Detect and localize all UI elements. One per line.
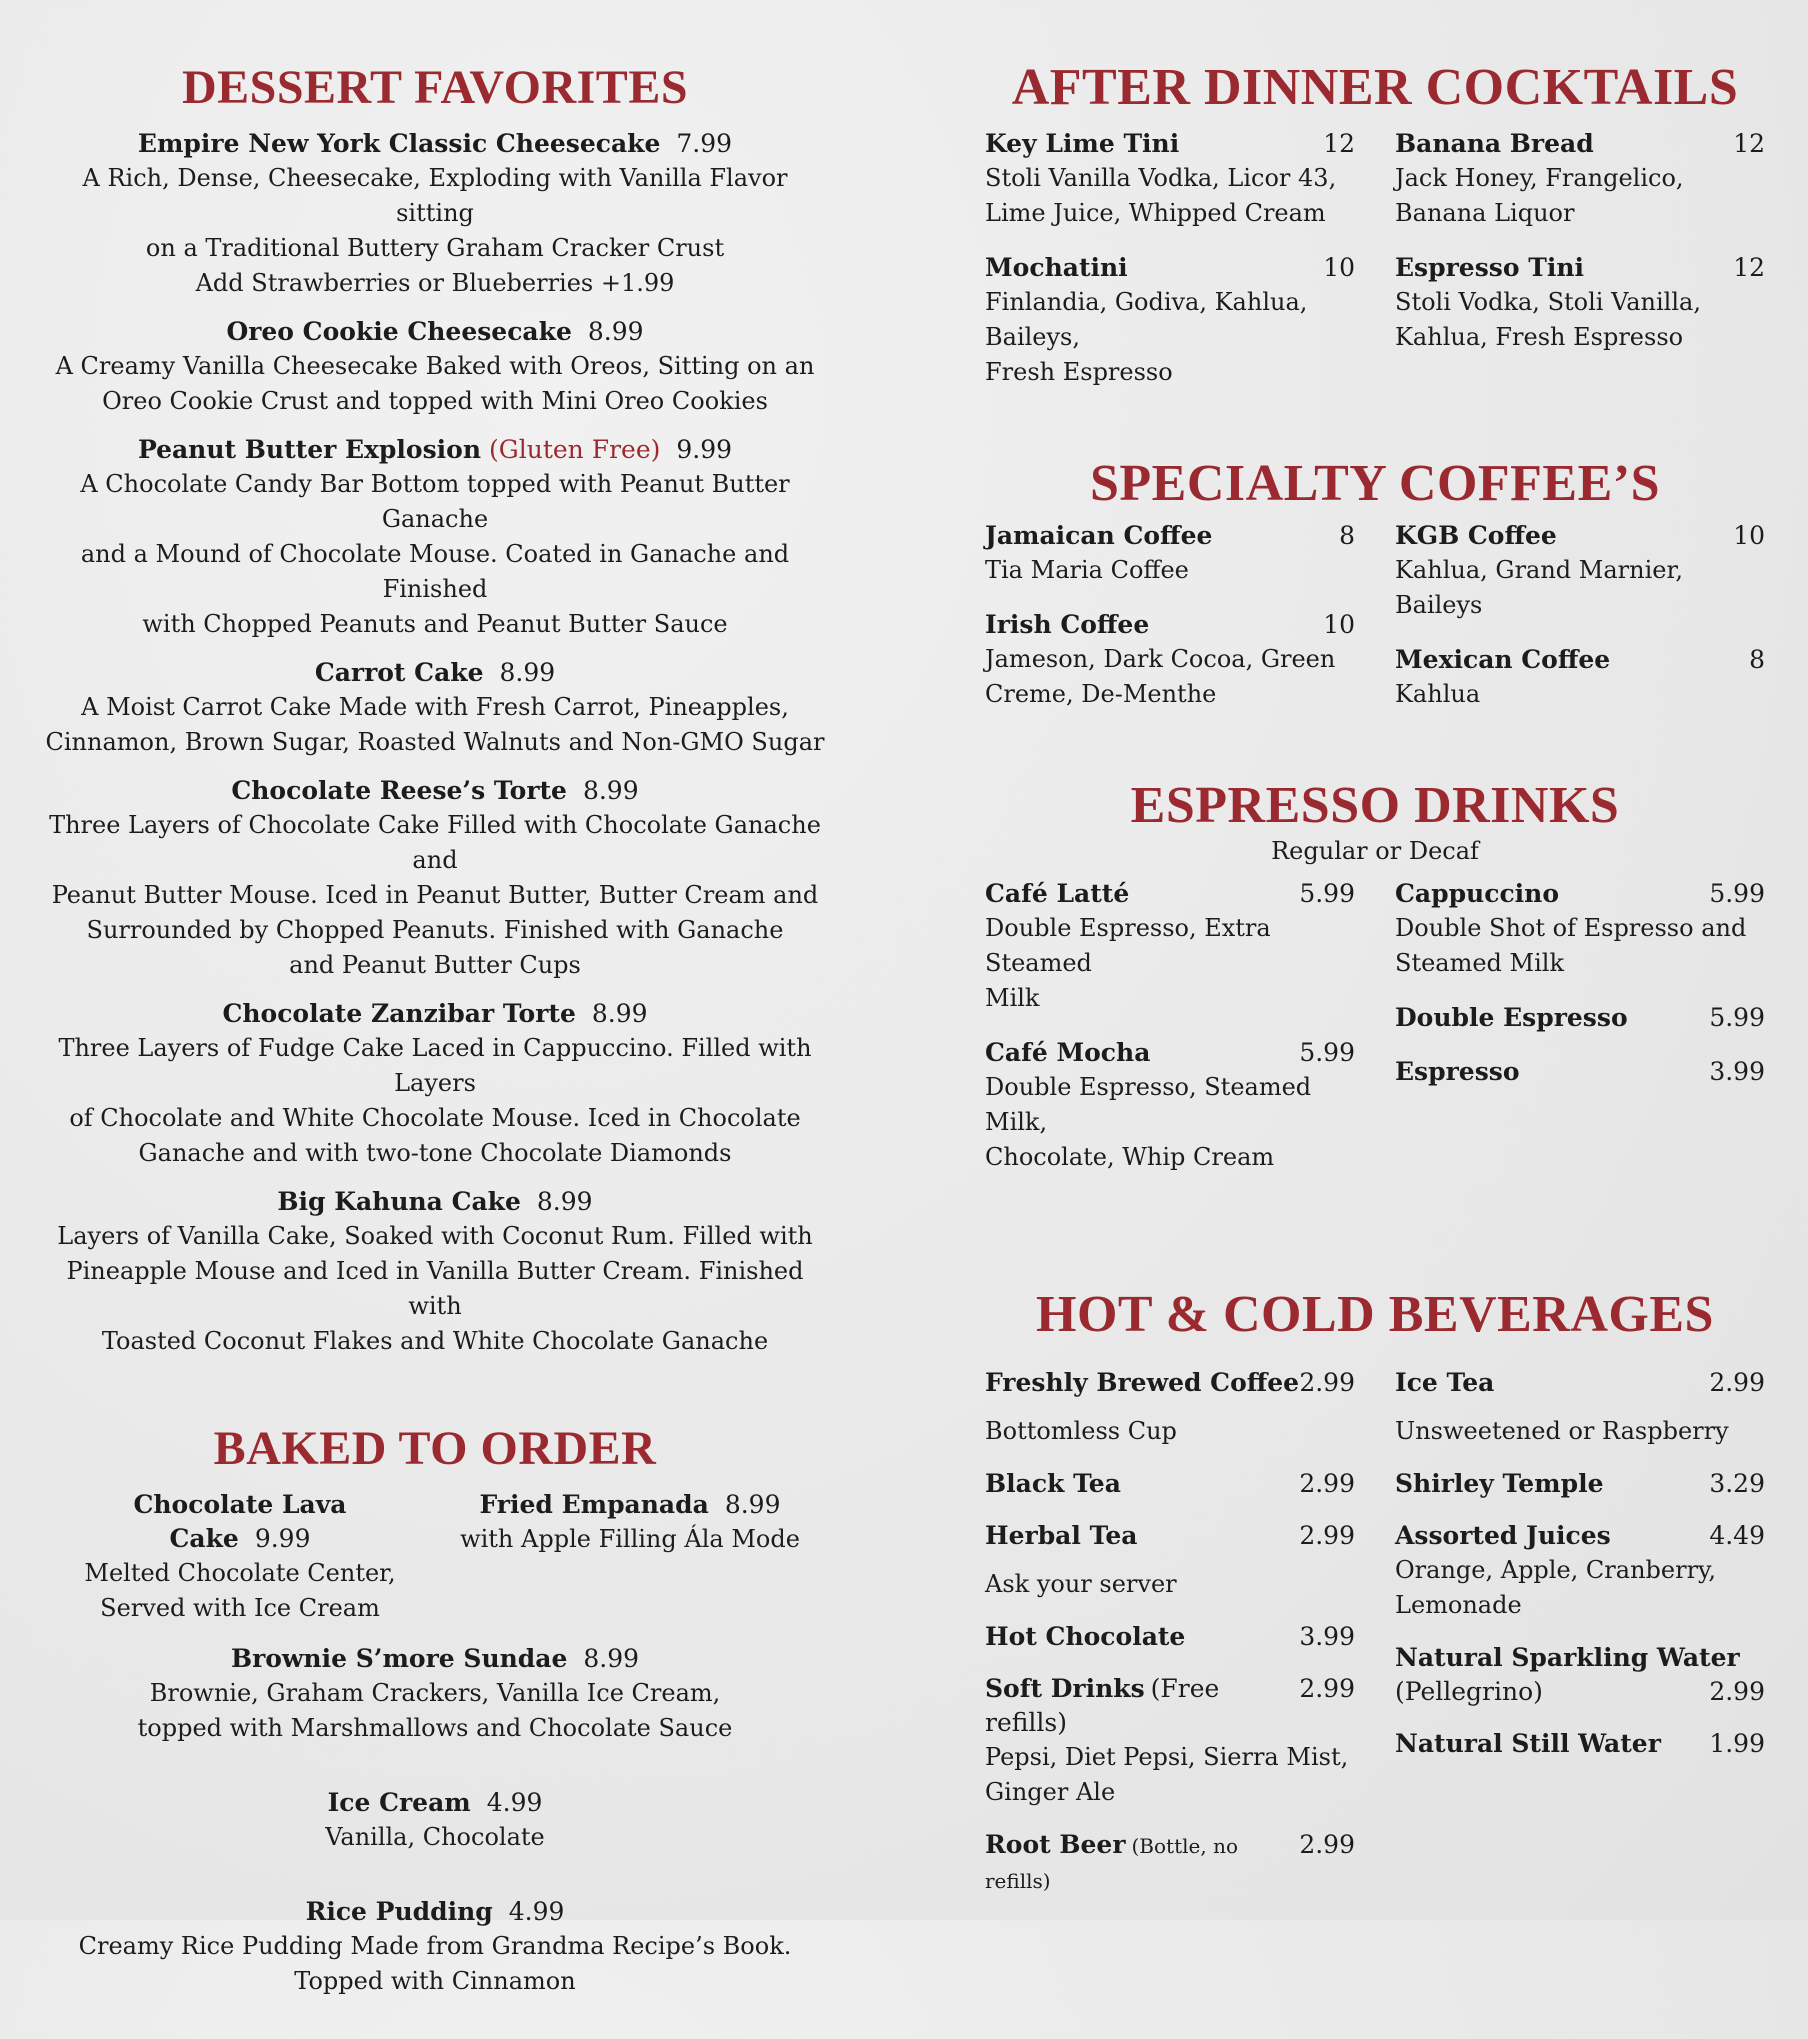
item-price: 2.99 — [1299, 1469, 1355, 1498]
item-name-group — [985, 877, 1129, 911]
item-price: 7.99 — [676, 129, 733, 158]
left-column — [40, 60, 830, 2039]
item-header — [1395, 1641, 1765, 1675]
item-price: 4.99 — [486, 1788, 543, 1817]
item-price: 2.99 — [1299, 1674, 1355, 1703]
item-price: 9.99 — [254, 1524, 311, 1553]
item-description-line: and a Mound of Chocolate Mouse. Coated in Ganache and Finished — [80, 540, 790, 603]
item-description-line: Fresh Espresso — [985, 358, 1173, 386]
item-name-group — [1395, 643, 1610, 677]
item-description-line: Pineapple Mouse and Iced in Vanilla Butter Cream. Finished with — [66, 1257, 804, 1320]
item-description-line: Milk — [985, 984, 1040, 1012]
item-description-line: Ganache and with two-tone Chocolate Diamonds — [138, 1139, 732, 1167]
item-price: 2.99 — [1299, 1521, 1355, 1550]
item-description-line: Steamed Milk — [1395, 949, 1565, 977]
coffees-right — [1395, 519, 1765, 732]
item-name-group — [985, 519, 1212, 553]
item-name-group — [985, 1467, 1121, 1501]
item-sub-price: 2.99 — [1709, 1677, 1765, 1706]
item-header — [985, 1036, 1355, 1070]
item-header — [1395, 1001, 1765, 1035]
item-name-group — [1395, 127, 1594, 161]
dessert-list — [40, 127, 830, 1359]
item-name: Café Mocha — [985, 1038, 1151, 1067]
item-description-line: A Moist Carrot Cake Made with Fresh Carrot, Pineapples, — [81, 693, 789, 721]
item-description-line: Creme, De-Menthe — [985, 680, 1217, 708]
item-description-line: A Rich, Dense, Cheesecake, Exploding with Vanilla Flavor sitting — [82, 164, 788, 227]
item-description-line: Vanilla, Chocolate — [325, 1823, 545, 1851]
item-header — [1395, 1055, 1765, 1089]
item-price: 5.99 — [1709, 879, 1765, 908]
menu-item — [985, 1828, 1355, 1898]
menu-item — [60, 1488, 420, 1626]
menu-item — [985, 1366, 1355, 1449]
item-name-group — [985, 127, 1179, 161]
menu-item — [1395, 1519, 1765, 1623]
item-name-group — [985, 1366, 1299, 1400]
item-description-line: Oreo Cookie Crust and topped with Mini Oreo Cookies — [102, 387, 768, 415]
item-price: 3.29 — [1709, 1469, 1765, 1498]
item-name: Root Beer — [985, 1830, 1126, 1859]
item-header — [985, 1467, 1355, 1501]
item-description-line: Creamy Rice Pudding Made from Grandma Recipe’s Book. — [78, 1932, 792, 1960]
menu-item — [450, 1488, 810, 1626]
right-column — [985, 60, 1765, 1916]
cocktails-title: AFTER DINNER COCKTAILS — [1011, 59, 1739, 116]
beverages-right — [1395, 1366, 1765, 1916]
item-price: 3.99 — [1709, 1057, 1765, 1086]
menu-item — [1395, 519, 1765, 623]
cocktails-left — [985, 127, 1355, 410]
menu-item — [1395, 877, 1765, 981]
item-name-group — [1395, 1366, 1494, 1400]
menu-item — [985, 877, 1355, 1016]
item-name: Empire New York Classic Cheesecake — [137, 129, 661, 158]
item-header — [40, 1185, 830, 1219]
cocktails-right — [1395, 127, 1765, 410]
item-name: Herbal Tea — [985, 1521, 1138, 1550]
item-description-line: Finlandia, Godiva, Kahlua, Baileys, — [985, 288, 1308, 351]
item-description-line: Bottomless Cup — [985, 1417, 1177, 1445]
item-name-group — [985, 608, 1149, 642]
item-header — [450, 1488, 810, 1522]
item-name: Rice Pudding — [305, 1897, 493, 1926]
item-price: 8.99 — [499, 658, 556, 687]
item-description-line: Double Espresso, Extra Steamed — [985, 914, 1271, 977]
item-header — [1395, 1366, 1765, 1400]
item-description-line: Brownie, Graham Crackers, Vanilla Ice Cream, — [149, 1679, 721, 1707]
item-name: Carrot Cake — [314, 658, 484, 687]
item-name: Fried Empanada — [479, 1490, 709, 1519]
item-description-line: Double Shot of Espresso and — [1395, 914, 1747, 942]
item-header — [1395, 643, 1765, 677]
item-description-line: and Peanut Butter Cups — [289, 951, 581, 979]
menu-item — [40, 1895, 830, 1999]
item-name: Ice Cream — [327, 1788, 471, 1817]
item-price: 8.99 — [591, 999, 648, 1028]
item-name-group — [1395, 1641, 1740, 1675]
item-description-line: A Chocolate Candy Bar Bottom topped with Peanut Butter Ganache — [80, 470, 790, 533]
item-header — [40, 997, 830, 1031]
item-name: Espresso — [1395, 1057, 1520, 1086]
item-name-group — [1395, 1727, 1661, 1761]
coffees-title: SPECIALTY COFFEE’S — [1089, 455, 1661, 512]
item-description-line: Topped with Cinnamon — [294, 1967, 576, 1995]
menu-item — [985, 251, 1355, 390]
item-description-line: Jack Honey, Frangelico, — [1395, 164, 1684, 192]
espresso-grid — [985, 877, 1765, 1195]
item-header — [1395, 251, 1765, 285]
item-price: 8 — [1749, 645, 1765, 674]
item-price: 10 — [1733, 521, 1765, 550]
menu-item — [1395, 127, 1765, 231]
item-name: Cappuccino — [1395, 879, 1560, 908]
baked-pair — [40, 1488, 830, 1626]
item-description-line: Surrounded by Chopped Peanuts. Finished with Ganache — [86, 916, 784, 944]
item-description-line: Lemonade — [1395, 1591, 1522, 1619]
item-name: Black Tea — [985, 1469, 1121, 1498]
item-description-line: Banana Liquor — [1395, 199, 1575, 227]
coffees-left — [985, 519, 1355, 732]
menu-item — [40, 315, 830, 419]
item-name: Ice Tea — [1395, 1368, 1495, 1397]
item-header — [985, 251, 1355, 285]
item-header — [40, 127, 830, 161]
item-header — [985, 877, 1355, 911]
item-name: Jamaican Coffee — [985, 521, 1213, 550]
item-description-line: with Chopped Peanuts and Peanut Butter Sauce — [142, 610, 728, 638]
item-note: (Free refills) — [985, 1674, 1220, 1737]
item-price: 3.99 — [1299, 1622, 1355, 1651]
item-name: Assorted Juices — [1395, 1521, 1611, 1550]
item-header — [40, 774, 830, 808]
item-name: Banana Bread — [1395, 129, 1594, 158]
item-name: Big Kahuna Cake — [277, 1187, 521, 1216]
item-name: Mexican Coffee — [1395, 645, 1611, 674]
menu-item — [1395, 251, 1765, 355]
item-description-line: Layers of Vanilla Cake, Soaked with Coconut Rum. Filled with — [57, 1222, 813, 1250]
item-name: Irish Coffee — [985, 610, 1150, 639]
item-description-line: topped with Marshmallows and Chocolate Sauce — [137, 1714, 733, 1742]
item-header — [40, 656, 830, 690]
menu-item — [1395, 1366, 1765, 1449]
item-name: Double Espresso — [1395, 1003, 1628, 1032]
menu-item — [985, 519, 1355, 588]
item-price: 2.99 — [1299, 1830, 1355, 1859]
item-name: Key Lime Tini — [985, 129, 1180, 158]
item-description-line: Jameson, Dark Cocoa, Green — [985, 645, 1336, 673]
item-sub-header — [1395, 1675, 1765, 1709]
item-name: Oreo Cookie Cheesecake — [226, 317, 572, 346]
item-header — [985, 519, 1355, 553]
item-header — [1395, 127, 1765, 161]
gluten-free-tag: (Gluten Free) — [489, 435, 661, 464]
item-description-line: Add Strawberries or Blueberries +1.99 — [195, 269, 675, 297]
item-header — [985, 608, 1355, 642]
item-description-line: Unsweetened or Raspberry — [1395, 1417, 1729, 1445]
item-header — [985, 1620, 1355, 1654]
item-name-group — [985, 1828, 1299, 1898]
item-description-line: Kahlua — [1395, 680, 1481, 708]
item-price: 8 — [1339, 521, 1355, 550]
item-description-line: Pepsi, Diet Pepsi, Sierra Mist, — [985, 1743, 1349, 1771]
espresso-subtitle: Regular or Decaf — [1271, 837, 1479, 865]
item-price: 2.99 — [1299, 1368, 1355, 1397]
item-price: 12 — [1323, 129, 1355, 158]
item-name: KGB Coffee — [1395, 521, 1557, 550]
baked-list — [40, 1642, 830, 1999]
item-description-line: Ginger Ale — [985, 1778, 1116, 1806]
item-name-group — [1395, 1519, 1611, 1553]
menu-item — [985, 1620, 1355, 1654]
item-header — [985, 127, 1355, 161]
menu-item — [40, 656, 830, 760]
item-price: 4.49 — [1709, 1521, 1765, 1550]
item-header — [1395, 1727, 1765, 1761]
item-name-group — [1395, 519, 1557, 553]
item-sub: (Pellegrino) — [1395, 1677, 1543, 1706]
item-price: 8.99 — [587, 317, 644, 346]
item-name: Brownie S’more Sundae — [230, 1644, 568, 1673]
item-name: Peanut Butter Explosion — [137, 435, 482, 464]
item-name-group — [985, 1519, 1137, 1553]
item-description-line: Toasted Coconut Flakes and White Chocolate Ganache — [101, 1327, 769, 1355]
item-header — [985, 1672, 1355, 1740]
item-name-group — [1395, 1055, 1520, 1089]
item-price: 9.99 — [676, 435, 733, 464]
item-description-line: Three Layers of Fudge Cake Laced in Cappuccino. Filled with Layers — [58, 1034, 812, 1097]
item-description-line: Kahlua, Grand Marnier, — [1395, 556, 1683, 584]
menu-item — [40, 127, 830, 301]
item-header — [985, 1828, 1355, 1898]
item-name: Chocolate Lava Cake — [133, 1490, 347, 1553]
menu-item — [40, 1185, 830, 1359]
menu-item — [1395, 1641, 1765, 1709]
item-description-line: with Apple Filling Ála Mode — [460, 1525, 800, 1553]
item-price: 8.99 — [583, 1644, 640, 1673]
menu-item — [1395, 643, 1765, 712]
beverages-title: HOT & COLD BEVERAGES — [1036, 1286, 1714, 1343]
item-price: 12 — [1733, 129, 1765, 158]
menu-item — [985, 608, 1355, 712]
item-description-line: Ask your server — [985, 1570, 1177, 1598]
item-note: (Bottle, no refills) — [985, 1834, 1238, 1893]
item-name: Chocolate Zanzibar Torte — [222, 999, 576, 1028]
item-description-line: on a Traditional Buttery Graham Cracker Crust — [145, 234, 725, 262]
beverages-left — [985, 1366, 1355, 1916]
item-header — [985, 1519, 1355, 1553]
item-description-line: Double Espresso, Steamed Milk, — [985, 1073, 1312, 1136]
menu-item — [40, 433, 830, 642]
espresso-left — [985, 877, 1355, 1195]
item-header — [40, 433, 830, 467]
item-description-line: Chocolate, Whip Cream — [985, 1143, 1275, 1171]
item-name-group — [1395, 251, 1584, 285]
item-header — [40, 1895, 830, 1929]
item-name-group — [1395, 1001, 1628, 1035]
item-description-line: Melted Chocolate Center, — [84, 1559, 396, 1587]
item-header — [40, 1642, 830, 1676]
item-price: 5.99 — [1299, 1038, 1355, 1067]
dessert-title: DESSERT FAVORITES — [181, 61, 689, 114]
item-header — [40, 315, 830, 349]
item-name-group — [985, 1036, 1150, 1070]
item-description-line: Baileys — [1395, 591, 1483, 619]
item-name: Shirley Temple — [1395, 1469, 1604, 1498]
item-name: Mochatini — [985, 253, 1128, 282]
item-price: 1.99 — [1709, 1729, 1765, 1758]
item-description-line: Cinnamon, Brown Sugar, Roasted Walnuts and Non-GMO Sugar — [45, 728, 825, 756]
menu-item — [985, 1036, 1355, 1175]
menu-item — [1395, 1727, 1765, 1761]
menu-item — [985, 127, 1355, 231]
item-price: 8.99 — [536, 1187, 593, 1216]
beverages-grid — [985, 1366, 1765, 1916]
coffees-grid — [985, 519, 1765, 732]
item-price: 8.99 — [724, 1490, 781, 1519]
item-name: Natural Sparkling Water — [1395, 1643, 1740, 1672]
menu-item — [985, 1467, 1355, 1501]
menu-item — [985, 1519, 1355, 1602]
item-price: 10 — [1323, 610, 1355, 639]
item-price: 4.99 — [508, 1897, 565, 1926]
item-name: Café Latté — [985, 879, 1130, 908]
item-description-line: Kahlua, Fresh Espresso — [1395, 323, 1684, 351]
menu-item — [40, 1786, 830, 1855]
item-price: 8.99 — [582, 776, 639, 805]
menu-item — [985, 1672, 1355, 1810]
item-name: Espresso Tini — [1395, 253, 1584, 282]
menu-item — [1395, 1055, 1765, 1089]
item-description-line: Stoli Vanilla Vodka, Licor 43, — [985, 164, 1337, 192]
item-name-group — [985, 251, 1128, 285]
item-name-group — [985, 1672, 1299, 1740]
item-name: Freshly Brewed Coffee — [985, 1368, 1300, 1397]
espresso-title: ESPRESSO DRINKS — [1130, 777, 1620, 834]
item-description-line: of Chocolate and White Chocolate Mouse. Iced in Chocolate — [69, 1104, 801, 1132]
item-price: 5.99 — [1299, 879, 1355, 908]
item-name-group — [985, 1620, 1185, 1654]
item-header — [1395, 519, 1765, 553]
item-name: Hot Chocolate — [985, 1622, 1186, 1651]
item-description-line: Peanut Butter Mouse. Iced in Peanut Butter, Butter Cream and — [51, 881, 819, 909]
item-price: 12 — [1733, 253, 1765, 282]
item-price: 5.99 — [1709, 1003, 1765, 1032]
menu-item — [40, 997, 830, 1171]
item-description-line: Three Layers of Chocolate Cake Filled with Chocolate Ganache and — [49, 811, 821, 874]
item-description-line: Tia Maria Coffee — [985, 556, 1189, 584]
item-header — [985, 1366, 1355, 1400]
item-name-group — [1395, 877, 1559, 911]
item-price: 2.99 — [1709, 1368, 1765, 1397]
item-name: Natural Still Water — [1395, 1729, 1661, 1758]
item-description-line: Stoli Vodka, Stoli Vanilla, — [1395, 288, 1701, 316]
menu-item — [1395, 1467, 1765, 1501]
item-name-group — [1395, 1467, 1604, 1501]
item-description-line: Orange, Apple, Cranberry, — [1395, 1556, 1717, 1584]
item-description-line: Lime Juice, Whipped Cream — [985, 199, 1326, 227]
item-description-line: A Creamy Vanilla Cheesecake Baked with Oreos, Sitting on an — [55, 352, 815, 380]
item-header — [1395, 1519, 1765, 1553]
item-header — [40, 1786, 830, 1820]
item-name: Chocolate Reese’s Torte — [231, 776, 567, 805]
item-header — [1395, 877, 1765, 911]
item-price: 10 — [1323, 253, 1355, 282]
menu-item — [40, 1642, 830, 1746]
menu-item — [40, 774, 830, 983]
item-header — [1395, 1467, 1765, 1501]
cocktails-grid — [985, 127, 1765, 410]
item-header — [60, 1488, 420, 1556]
item-description-line: Served with Ice Cream — [100, 1594, 380, 1622]
baked-title: BAKED TO ORDER — [213, 1422, 657, 1475]
item-name: Soft Drinks — [985, 1674, 1145, 1703]
menu-item — [1395, 1001, 1765, 1035]
espresso-right — [1395, 877, 1765, 1195]
